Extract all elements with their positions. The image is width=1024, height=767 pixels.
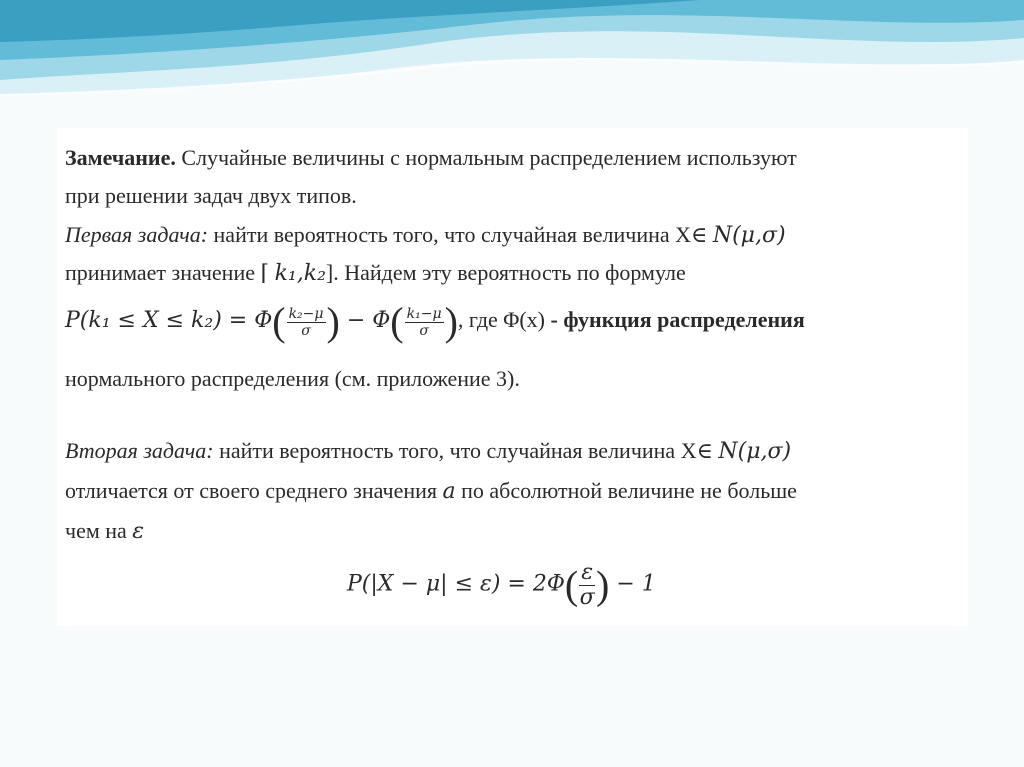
task2-frac-numerator: ε xyxy=(581,560,593,585)
task2-line3-prefix: чем на xyxy=(65,518,133,543)
remark-line-1 xyxy=(65,147,797,169)
task1-line2-prefix: принимает значение ⌈ xyxy=(65,260,275,285)
task2-label: Вторая задача: xyxy=(65,438,214,463)
task1-formula-line: P(k₁ ≤ X ≤ k₂) = Φ( $\frac{\text{k₂−μ}}{\sigma}$ ) − Φ( $\frac{\text{k₁−μ}}{\sigma}$ ), где Φ(x) - функция распределения xyxy=(65,299,805,344)
task1-interval: k₁,k₂ xyxy=(274,261,326,286)
task1-formula-tail-bold: - функция распределения xyxy=(550,307,805,333)
task2-fraction xyxy=(579,562,595,609)
task2-epsilon: ε xyxy=(132,519,145,544)
task1-line-4: нормального распределения (см. приложение 3). xyxy=(65,366,520,391)
task1-text: найти вероятность того, что случайная величина X∈ xyxy=(208,222,713,247)
task2-distribution: N(μ,σ) xyxy=(718,439,792,464)
task1-line2-suffix: ]. Найдем эту вероятность по формуле xyxy=(325,260,686,285)
task1-distribution: N(μ,σ) xyxy=(712,223,786,248)
task2-formula-rhs: − 1 xyxy=(609,571,656,597)
task1-frac2-denominator: σ xyxy=(419,322,429,339)
task2-line2-prefix: отличается от своего среднего значения xyxy=(65,478,443,503)
content-panel xyxy=(57,128,968,626)
task2-formula-line: P(|X − μ| ≤ ε) = 2Φ( $\frac{\varepsilon}{\sigma}$ ) − 1 xyxy=(347,560,656,610)
task2-line-2 xyxy=(65,480,797,503)
task1-frac2-numerator: k₁−μ xyxy=(406,305,442,322)
task2-frac-denominator: σ xyxy=(579,585,595,610)
task1-fraction-1 xyxy=(287,307,326,338)
remark-text: Случайные величины с нормальным распределением используют xyxy=(175,145,797,170)
task2-mean-var: a xyxy=(442,479,456,504)
task1-line-2 xyxy=(65,262,686,285)
task1-label: Первая задача: xyxy=(65,222,209,247)
task2-text: найти вероятность того, что случайная величина X∈ xyxy=(213,438,719,463)
task1-formula-tail: , где Φ(x) xyxy=(457,307,551,333)
task2-line-1 xyxy=(65,440,791,463)
task2-line-3 xyxy=(65,520,144,543)
remark-heading: Замечание. xyxy=(65,145,176,170)
task1-line-1 xyxy=(65,224,786,247)
task1-formula-lhs: P(k₁ ≤ X ≤ k₂) = Φ xyxy=(65,308,273,334)
task1-frac1-denominator: σ xyxy=(301,322,311,339)
task2-line2-suffix: по абсолютной величине не больше xyxy=(455,478,797,503)
task2-formula-lhs: P(|X − μ| ≤ ε) = 2Φ xyxy=(347,571,565,597)
task1-frac1-numerator: k₂−μ xyxy=(288,305,324,322)
remark-line-2: при решении задач двух типов. xyxy=(65,183,357,208)
header-wave-banner xyxy=(0,0,1024,130)
task1-formula-minus: − Φ xyxy=(339,308,391,334)
task1-fraction-2 xyxy=(405,307,444,338)
